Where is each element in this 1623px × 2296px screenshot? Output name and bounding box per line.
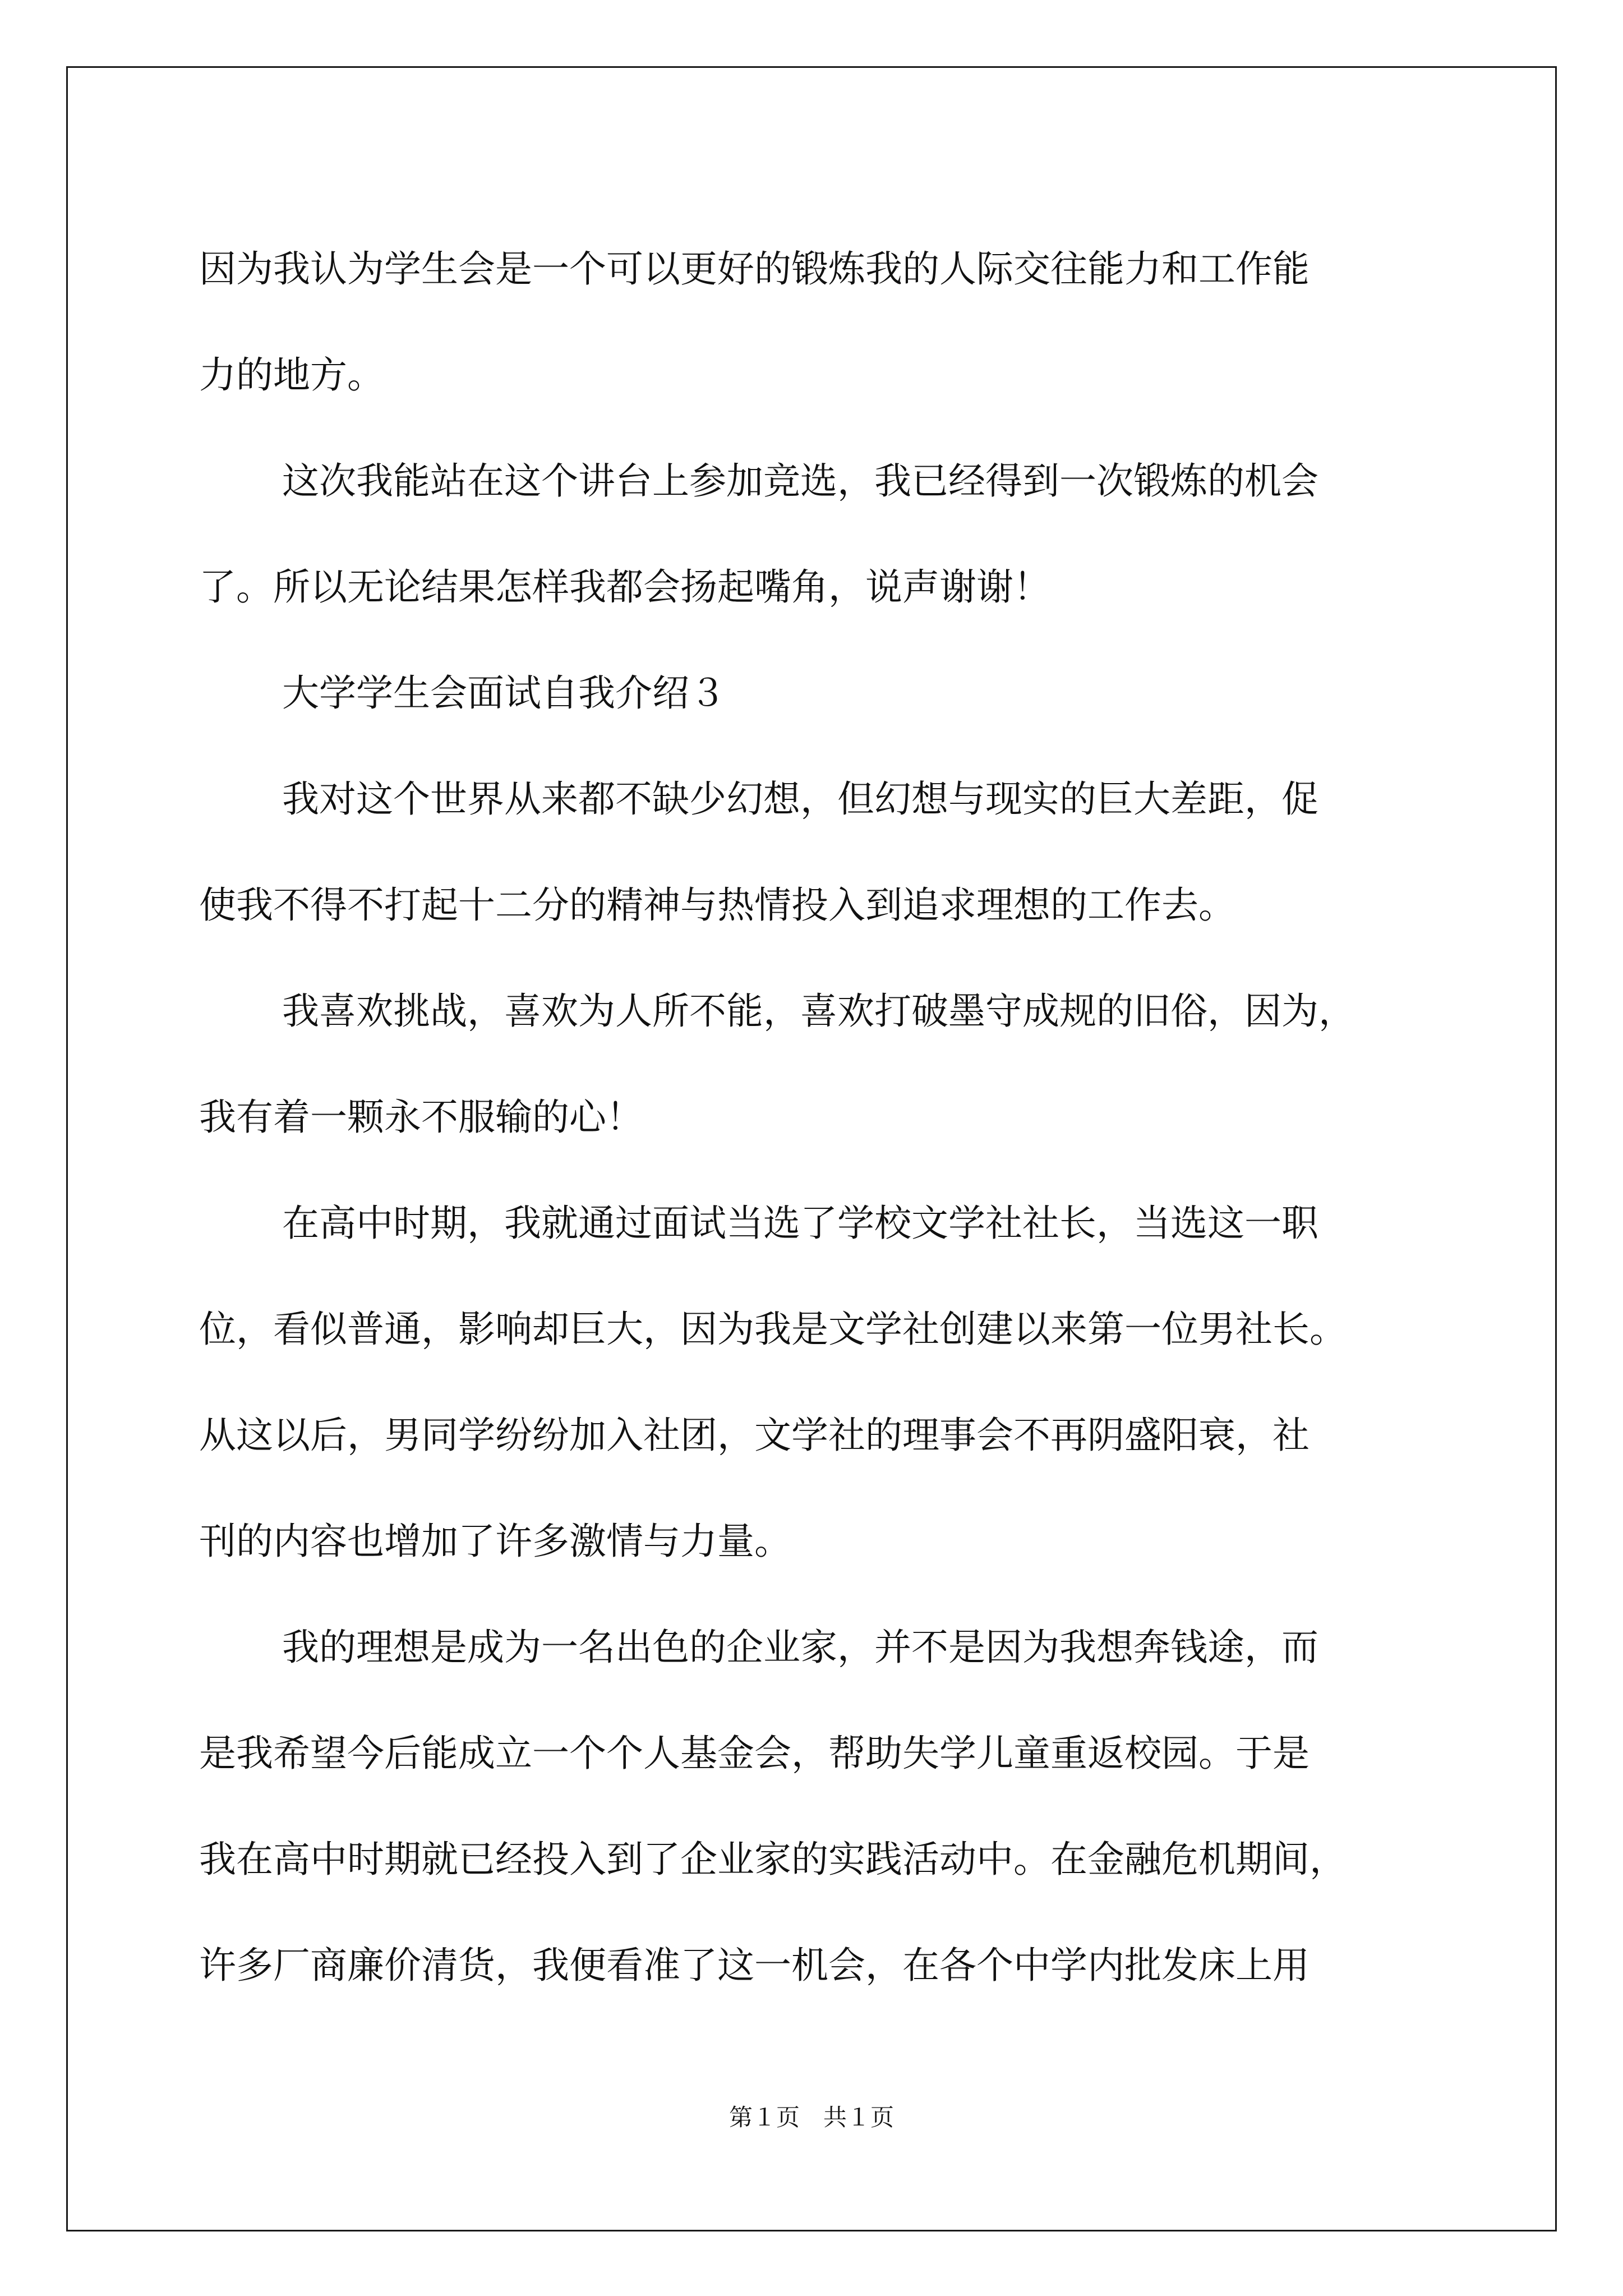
line-10: 在高中时期，我就通过面试当选了学校文学社社长，当选这一职 [282, 1202, 1318, 1245]
line-6: 我对这个世界从来都不缺少幻想，但幻想与现实的巨大差距，促 [282, 777, 1318, 821]
line-15: 是我希望今后能成立一个个人基金会，帮助失学儿童重返校园。于是 [199, 1732, 1310, 1775]
line-14: 我的理想是成为一名出色的企业家，并不是因为我想奔钱途，而 [282, 1626, 1318, 1669]
line-7: 使我不得不打起十二分的精神与热情投入到追求理想的工作去。 [199, 884, 1235, 927]
line-11: 位，看似普通，影响却巨大，因为我是文学社创建以来第一位男社长。 [199, 1308, 1347, 1351]
line-4: 了。所以无论结果怎样我都会扬起嘴角，说声谢谢！ [199, 565, 1050, 609]
line-16: 我在高中时期就已经投入到了企业家的实践活动中。在金融危机期间， [199, 1838, 1347, 1881]
line-1: 因为我认为学生会是一个可以更好的锻炼我的人际交往能力和工作能 [199, 247, 1310, 291]
line-3: 这次我能站在这个讲台上参加竞选，我已经得到一次锻炼的机会 [282, 459, 1318, 503]
line-8: 我喜欢挑战，喜欢为人所不能，喜欢打破墨守成规的旧俗，因为， [282, 990, 1355, 1033]
section-heading: 大学学生会面试自我介绍３ [282, 671, 726, 715]
line-2: 力的地方。 [199, 353, 384, 397]
line-17: 许多厂商廉价清货，我便看准了这一机会，在各个中学内批发床上用 [199, 1944, 1310, 1987]
line-12: 从这以后，男同学纷纷加入社团，文学社的理事会不再阴盛阳衰，社 [199, 1414, 1310, 1457]
page-footer: 第１页 共１页 [728, 2104, 894, 2131]
line-9: 我有着一颗永不服输的心！ [199, 1096, 643, 1139]
document-body [199, 216, 1433, 2018]
line-13: 刊的内容也增加了许多激情与力量。 [199, 1520, 791, 1563]
